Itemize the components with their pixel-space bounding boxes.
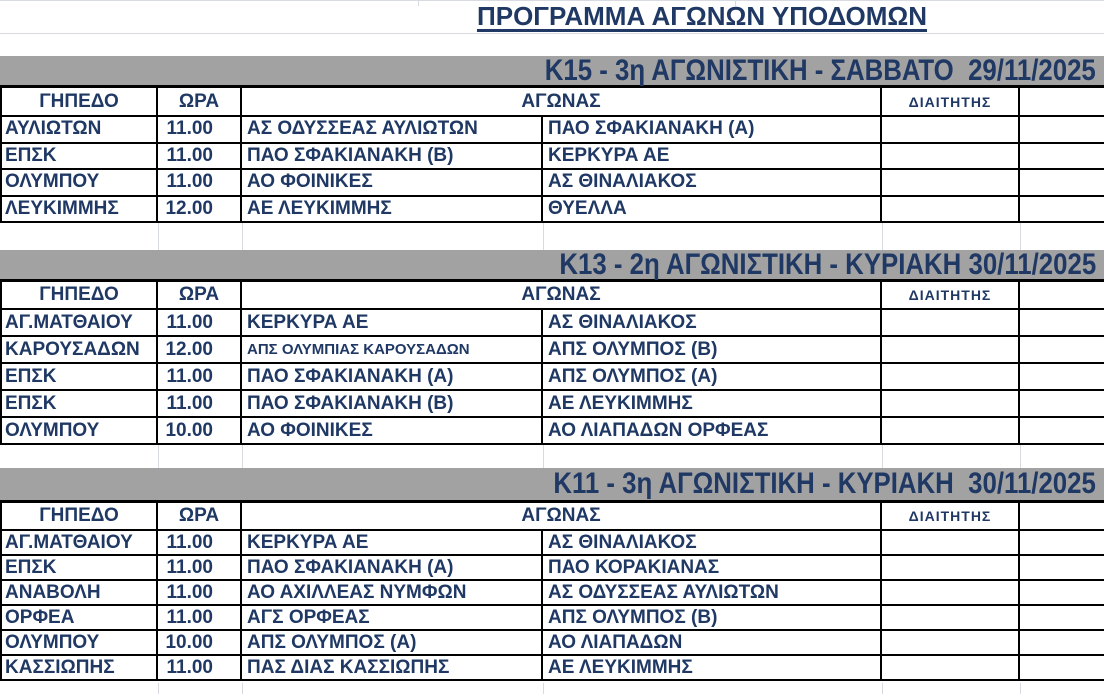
extra-cell: [1020, 391, 1104, 416]
col-header-time: ΩΡΑ: [158, 282, 242, 308]
away-team-cell: ΑΠΣ ΟΛΥΜΠΟΣ (Β): [543, 606, 882, 629]
time-cell: 11.00: [158, 606, 242, 629]
extra-cell: [1020, 606, 1104, 629]
extra-cell: [1020, 656, 1104, 679]
section-table: [0, 503, 1104, 681]
venue-cell: ΟΛΥΜΠΟΥ: [2, 631, 158, 654]
away-team-cell: ΘΥΕΛΛΑ: [543, 197, 882, 222]
home-team-cell: ΚΕΡΚΥΡΑ ΑΕ: [242, 310, 543, 335]
col-header-referee: ΔΙΑΙΤΗΤΗΣ: [882, 282, 1020, 308]
col-header-match: ΑΓΩΝΑΣ: [242, 503, 882, 529]
col-header-venue: ΓΗΠΕΔΟ: [2, 282, 158, 308]
time-cell: 11.00: [158, 170, 242, 195]
time-cell: 11.00: [158, 656, 242, 679]
home-team-cell: ΑΠΣ ΟΛΥΜΠΟΣ (Α): [242, 631, 543, 654]
match-row: [2, 170, 1104, 197]
match-row: [2, 631, 1104, 656]
col-header-time: ΩΡΑ: [158, 503, 242, 529]
venue-cell: ΑΓ.ΜΑΤΘΑΙΟΥ: [2, 531, 158, 554]
col-header-match: ΑΓΩΝΑΣ: [242, 282, 882, 308]
referee-cell: [882, 418, 1020, 443]
extra-cell: [1020, 631, 1104, 654]
time-cell: 11.00: [158, 364, 242, 389]
venue-cell: ΛΕΥΚΙΜΜΗΣ: [2, 197, 158, 222]
extra-cell: [1020, 310, 1104, 335]
home-team-cell: ΑΟ ΑΧΙΛΛΕΑΣ ΝΥΜΦΩΝ: [242, 581, 543, 604]
referee-cell: [882, 581, 1020, 604]
referee-cell: [882, 556, 1020, 579]
away-team-cell: ΑΠΣ ΟΛΥΜΠΟΣ (Α): [543, 364, 882, 389]
match-row: [2, 656, 1104, 681]
col-header-referee: ΔΙΑΙΤΗΤΗΣ: [882, 88, 1020, 115]
time-cell: 10.00: [158, 631, 242, 654]
away-team-cell: ΑΣ ΘΙΝΑΛΙΑΚΟΣ: [543, 531, 882, 554]
rows-container: [2, 117, 1104, 223]
column-header-row: [2, 503, 1104, 531]
home-team-cell: ΑΓΣ ΟΡΦΕΑΣ: [242, 606, 543, 629]
col-header-time: ΩΡΑ: [158, 88, 242, 115]
referee-cell: [882, 117, 1020, 142]
venue-cell: ΕΠΣΚ: [2, 391, 158, 416]
extra-cell: [1020, 197, 1104, 222]
rows-container: [2, 531, 1104, 681]
match-row: [2, 310, 1104, 337]
away-team-cell: ΑΣ ΘΙΝΑΛΙΑΚΟΣ: [543, 310, 882, 335]
sheet-gridline: [0, 33, 1104, 34]
match-row: [2, 531, 1104, 556]
home-team-cell: ΠΑΣ ΔΙΑΣ ΚΑΣΣΙΩΠΗΣ: [242, 656, 543, 679]
col-header-extra: [1020, 503, 1104, 529]
extra-cell: [1020, 418, 1104, 443]
away-team-cell: ΠΑΟ ΚΟΡΑΚΙΑΝΑΣ: [543, 556, 882, 579]
column-header-row: [2, 88, 1104, 117]
extra-cell: [1020, 581, 1104, 604]
referee-cell: [882, 364, 1020, 389]
venue-cell: ΕΠΣΚ: [2, 556, 158, 579]
referee-cell: [882, 144, 1020, 169]
col-header-match: ΑΓΩΝΑΣ: [242, 88, 882, 115]
column-header-row: [2, 282, 1104, 310]
match-row: [2, 606, 1104, 631]
section-header-label: Κ11 - 3η ΑΓΩΝΙΣΤΙΚΗ - ΚΥΡΙΑΚΗ 30/11/2025: [553, 467, 1096, 500]
home-team-cell: ΑΟ ΦΟΙΝΙΚΕΣ: [242, 170, 543, 195]
venue-cell: ΕΠΣΚ: [2, 364, 158, 389]
col-header-venue: ΓΗΠΕΔΟ: [2, 88, 158, 115]
extra-cell: [1020, 364, 1104, 389]
away-team-cell: ΚΕΡΚΥΡΑ ΑΕ: [543, 144, 882, 169]
gap-gridlines: [0, 683, 1104, 694]
home-team-cell: ΑΣ ΟΔΥΣΣΕΑΣ ΑΥΛΙΩΤΩΝ: [242, 117, 543, 142]
away-team-cell: ΑΟ ΛΙΑΠΑΔΩΝ: [543, 631, 882, 654]
home-team-cell: ΠΑΟ ΣΦΑΚΙΑΝΑΚΗ (Β): [242, 391, 543, 416]
gap-gridlines: [0, 223, 1104, 250]
section-table: [0, 88, 1104, 223]
home-team-cell: ΑΟ ΦΟΙΝΙΚΕΣ: [242, 418, 543, 443]
home-team-cell: ΑΕ ΛΕΥΚΙΜΜΗΣ: [242, 197, 543, 222]
home-team-cell: ΑΠΣ ΟΛΥΜΠΙΑΣ ΚΑΡΟΥΣΑΔΩΝ: [242, 337, 543, 362]
match-row: [2, 556, 1104, 581]
venue-cell: ΟΛΥΜΠΟΥ: [2, 418, 158, 443]
match-row: [2, 581, 1104, 606]
page-title-row: [297, 0, 1104, 33]
home-team-cell: ΠΑΟ ΣΦΑΚΙΑΝΑΚΗ (Β): [242, 144, 543, 169]
time-cell: 11.00: [158, 310, 242, 335]
away-team-cell: ΑΠΣ ΟΛΥΜΠΟΣ (Β): [543, 337, 882, 362]
time-cell: 12.00: [158, 337, 242, 362]
section-table: [0, 282, 1104, 445]
extra-cell: [1020, 531, 1104, 554]
section-header-label: Κ15 - 3η ΑΓΩΝΙΣΤΙΚΗ - ΣΑΒΒΑΤΟ 29/11/2025: [544, 53, 1096, 87]
home-team-cell: ΚΕΡΚΥΡΑ ΑΕ: [242, 531, 543, 554]
home-team-cell: ΠΑΟ ΣΦΑΚΙΑΝΑΚΗ (Α): [242, 364, 543, 389]
time-cell: 11.00: [158, 391, 242, 416]
section-header-label: Κ13 - 2η ΑΓΩΝΙΣΤΙΚΗ - ΚΥΡΙΑΚΗ 30/11/2025: [559, 247, 1096, 281]
match-row: [2, 197, 1104, 224]
venue-cell: ΑΓ.ΜΑΤΘΑΙΟΥ: [2, 310, 158, 335]
referee-cell: [882, 631, 1020, 654]
away-team-cell: ΑΕ ΛΕΥΚΙΜΜΗΣ: [543, 391, 882, 416]
referee-cell: [882, 656, 1020, 679]
away-team-cell: ΑΣ ΟΔΥΣΣΕΑΣ ΑΥΛΙΩΤΩΝ: [543, 581, 882, 604]
venue-cell: ΚΑΡΟΥΣΑΔΩΝ: [2, 337, 158, 362]
match-row: [2, 144, 1104, 171]
page-title: ΠΡΟΓΡΑΜΜΑ ΑΓΩΝΩΝ ΥΠΟΔΟΜΩΝ: [476, 1, 928, 31]
col-header-extra: [1020, 88, 1104, 115]
match-row: [2, 418, 1104, 445]
venue-cell: ΚΑΣΣΙΩΠΗΣ: [2, 656, 158, 679]
time-cell: 11.00: [158, 531, 242, 554]
section-K15: [0, 53, 1104, 223]
time-cell: 11.00: [158, 144, 242, 169]
gap-gridlines: [0, 445, 1104, 468]
referee-cell: [882, 531, 1020, 554]
referee-cell: [882, 170, 1020, 195]
section-header-band: [0, 247, 1104, 282]
match-row: [2, 391, 1104, 418]
venue-cell: ΟΛΥΜΠΟΥ: [2, 170, 158, 195]
home-team-cell: ΠΑΟ ΣΦΑΚΙΑΝΑΚΗ (Α): [242, 556, 543, 579]
venue-cell: ΟΡΦΕΑ: [2, 606, 158, 629]
extra-cell: [1020, 556, 1104, 579]
time-cell: 11.00: [158, 117, 242, 142]
rows-container: [2, 310, 1104, 445]
time-cell: 12.00: [158, 197, 242, 222]
away-team-cell: ΠΑΟ ΣΦΑΚΙΑΝΑΚΗ (Α): [543, 117, 882, 142]
match-row: [2, 364, 1104, 391]
referee-cell: [882, 310, 1020, 335]
section-header-band: [0, 53, 1104, 88]
venue-cell: ΕΠΣΚ: [2, 144, 158, 169]
venue-cell: ΑΥΛΙΩΤΩΝ: [2, 117, 158, 142]
referee-cell: [882, 606, 1020, 629]
away-team-cell: ΑΣ ΘΙΝΑΛΙΑΚΟΣ: [543, 170, 882, 195]
col-header-extra: [1020, 282, 1104, 308]
col-header-referee: ΔΙΑΙΤΗΤΗΣ: [882, 503, 1020, 529]
time-cell: 11.00: [158, 581, 242, 604]
extra-cell: [1020, 144, 1104, 169]
extra-cell: [1020, 337, 1104, 362]
section-K11: [0, 468, 1104, 681]
referee-cell: [882, 197, 1020, 222]
col-header-venue: ΓΗΠΕΔΟ: [2, 503, 158, 529]
venue-cell: ΑΝΑΒΟΛΗ: [2, 581, 158, 604]
away-team-cell: ΑΕ ΛΕΥΚΙΜΜΗΣ: [543, 656, 882, 679]
time-cell: 10.00: [158, 418, 242, 443]
match-row: [2, 337, 1104, 364]
section-header-band: [0, 468, 1104, 503]
away-team-cell: ΑΟ ΛΙΑΠΑΔΩΝ ΟΡΦΕΑΣ: [543, 418, 882, 443]
extra-cell: [1020, 117, 1104, 142]
referee-cell: [882, 391, 1020, 416]
match-row: [2, 117, 1104, 144]
extra-cell: [1020, 170, 1104, 195]
time-cell: 11.00: [158, 556, 242, 579]
referee-cell: [882, 337, 1020, 362]
section-K13: [0, 247, 1104, 445]
